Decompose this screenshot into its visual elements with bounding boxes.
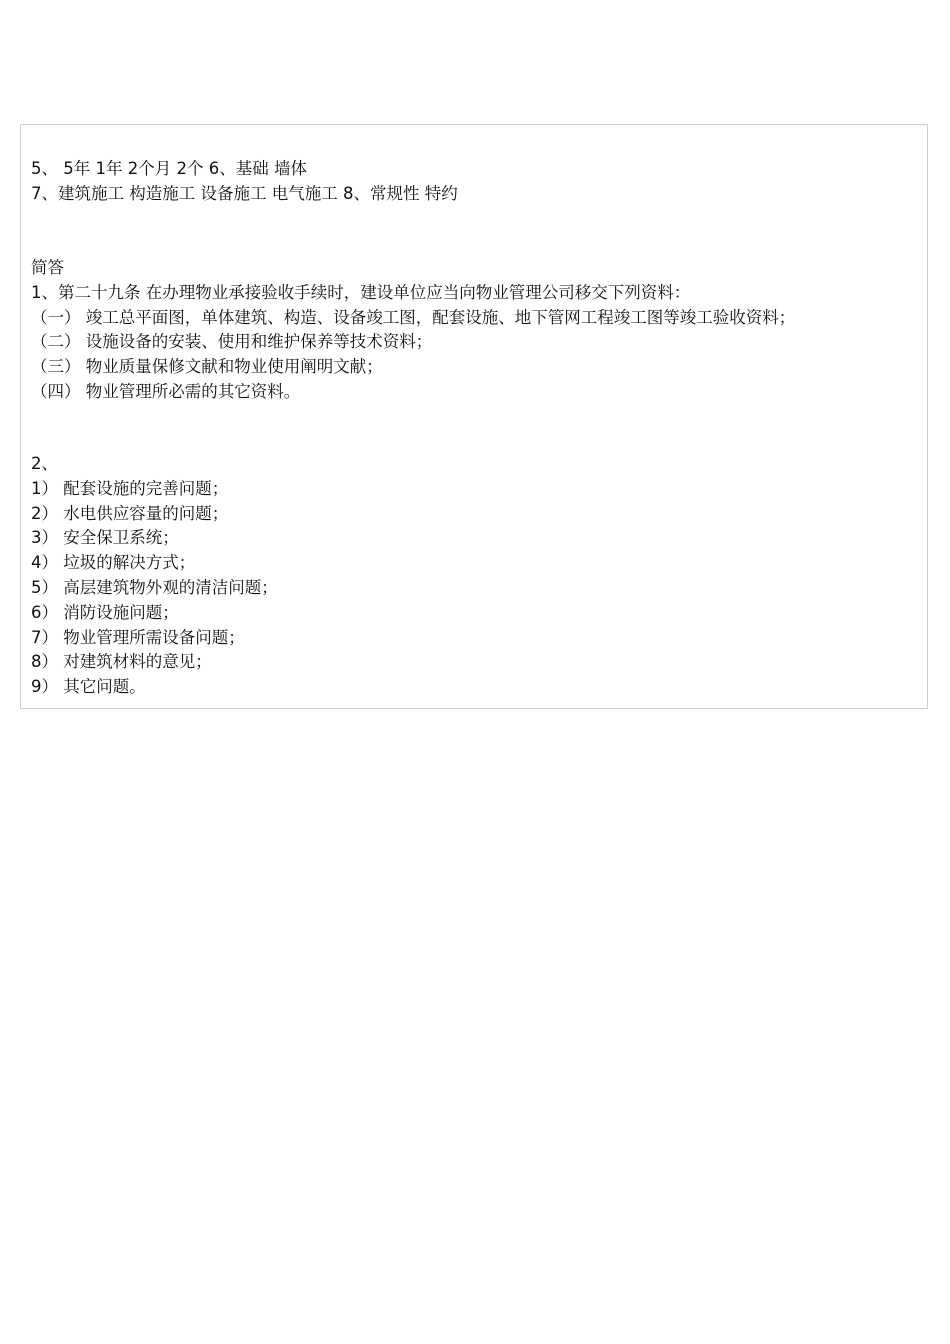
question-2-item: 5） 高层建筑物外观的清洁问题；: [31, 577, 278, 597]
question-2-item: 3） 安全保卫系统；: [31, 528, 179, 548]
fill-in-answers: [31, 157, 458, 207]
question-1-item: （二） 设施设备的安装、使用和维护保养等技术资料；: [31, 332, 433, 352]
short-answer-section: [31, 256, 795, 405]
short-answer-heading: 简答: [31, 258, 64, 277]
question-2-item: 2） 水电供应容量的问题；: [31, 503, 229, 523]
fill-in-line-1: 5、 5年 1年 2个月 2个 6、基础 墙体: [31, 159, 307, 178]
question-2-item: 8） 对建筑材料的意见；: [31, 652, 212, 672]
fill-in-line-2: 7、建筑施工 构造施工 设备施工 电气施工 8、常规性 特约: [31, 183, 458, 203]
question-2-number: 2、: [31, 454, 58, 473]
question-1-item: （四） 物业管理所必需的其它资料。: [31, 381, 301, 401]
question-1-item: （一） 竣工总平面图，单体建筑、构造、设备竣工图，配套设施、地下管网工程竣工图等竣工验收资料；: [31, 307, 796, 327]
question-2-item: 4） 垃圾的解决方式；: [31, 553, 196, 573]
question-2-item: 7） 物业管理所需设备问题；: [31, 627, 245, 647]
question-1-intro: 1、第二十九条 在办理物业承接验收手续时，建设单位应当向物业管理公司移交下列资料：: [31, 282, 691, 302]
question-1-item: （三） 物业质量保修文献和物业使用阐明文献；: [31, 357, 383, 377]
question-2-item: 9） 其它问题。: [31, 677, 146, 697]
question-2-section: [31, 452, 278, 700]
question-2-item: 6） 消防设施问题；: [31, 602, 179, 622]
question-2-item: 1） 配套设施的完善问题；: [31, 478, 229, 498]
